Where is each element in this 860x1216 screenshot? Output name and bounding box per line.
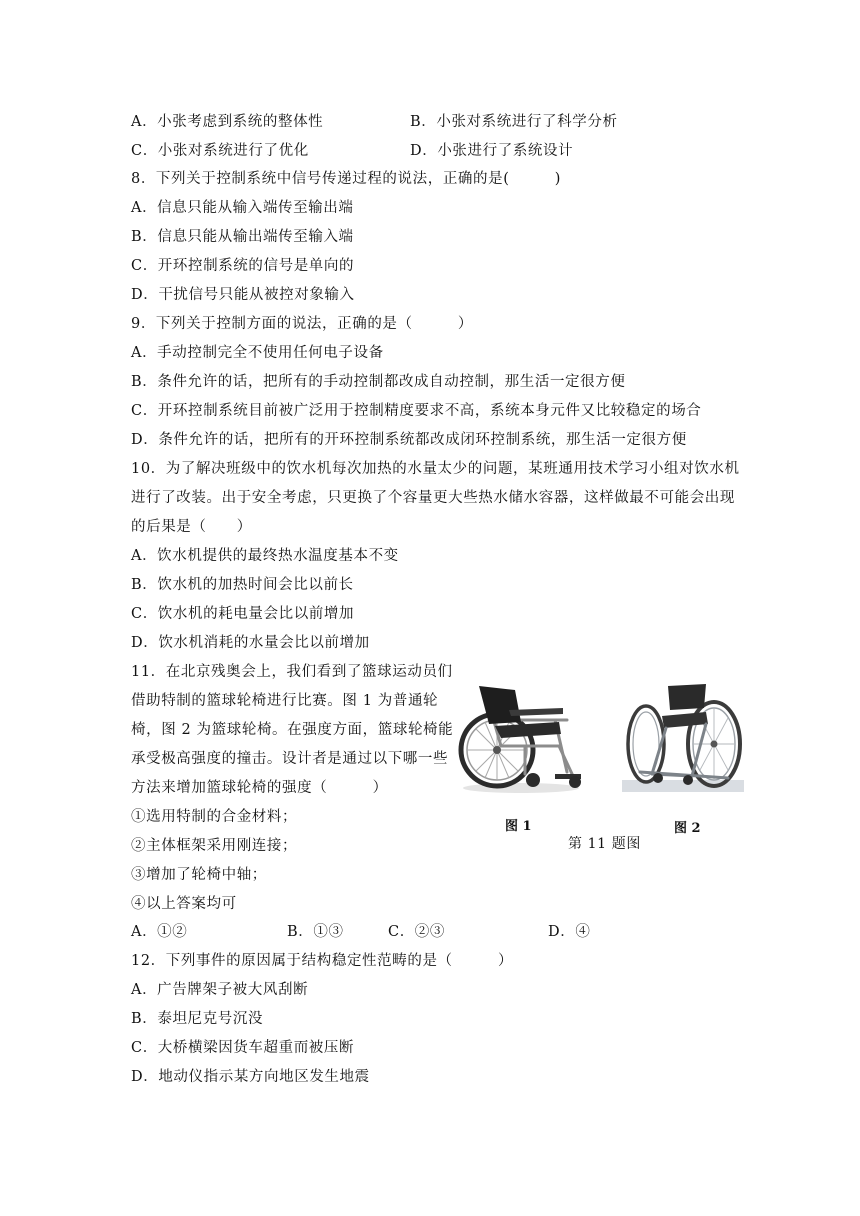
q11-stem-line-3: 椅，图 2 为篮球轮椅。在强度方面，篮球轮椅能 (131, 722, 454, 738)
q11-option-b: B．①③ (287, 924, 344, 940)
q11-item-1: ①选用特制的合金材料； (131, 809, 298, 825)
q7-option-d: D．小张进行了系统设计 (410, 143, 574, 159)
q11-stem-line-2: 借助特制的篮球轮椅进行比赛。图 1 为普通轮 (131, 693, 439, 709)
q10-option-b: B．饮水机的加热时间会比以前长 (131, 577, 354, 593)
q12-stem: 12．下列事件的原因属于结构稳定性范畴的是（ ） (131, 953, 514, 969)
q10-option-a: A．饮水机提供的最终热水温度基本不变 (131, 548, 399, 564)
q11-stem-line-4: 承受极高强度的撞击。设计者是通过以下哪一些 (131, 751, 449, 767)
q7-option-c: C．小张对系统进行了优化 (131, 143, 309, 159)
q11-item-2: ②主体框架采用刚连接； (131, 838, 298, 854)
figure-1-label: 图 1 (505, 819, 532, 834)
q10-stem-line-3: 的后果是（ ） (131, 519, 252, 535)
q9-stem: 9．下列关于控制方面的说法，正确的是（ ） (131, 316, 474, 332)
q8-option-b: B．信息只能从输出端传至输入端 (131, 229, 354, 245)
q11-item-4: ④以上答案均可 (131, 896, 237, 912)
figure-2-label: 图 2 (674, 821, 701, 836)
q8-option-c: C．开环控制系统的信号是单向的 (131, 258, 355, 274)
q11-option-d: D．④ (548, 924, 591, 940)
q11-option-a: A．①② (131, 924, 188, 940)
q9-option-a: A．手动控制完全不使用任何电子设备 (131, 345, 384, 361)
q8-option-d: D．干扰信号只能从被控对象输入 (131, 287, 355, 303)
q7-option-b: B．小张对系统进行了科学分析 (410, 114, 618, 130)
q12-option-a: A．广告牌架子被大风刮断 (131, 982, 309, 998)
q9-option-d: D．条件允许的话，把所有的开环控制系统都改成闭环控制系统，那生活一定很方便 (131, 432, 687, 448)
q11-item-3: ③增加了轮椅中轴； (131, 867, 267, 883)
q11-stem-line-5: 方法来增加篮球轮椅的强度（ ） (131, 780, 388, 796)
q10-option-d: D．饮水机消耗的水量会比以前增加 (131, 635, 370, 651)
q12-option-c: C．大桥横梁因货车超重而被压断 (131, 1040, 355, 1056)
q9-option-b: B．条件允许的话，把所有的手动控制都改成自动控制，那生活一定很方便 (131, 374, 626, 390)
q7-option-a: A．小张考虑到系统的整体性 (131, 114, 324, 130)
q9-option-c: C．开环控制系统目前被广泛用于控制精度要求不高，系统本身元件又比较稳定的场合 (131, 403, 702, 419)
q10-stem-line-1: 10．为了解决班级中的饮水机每次加热的水量太少的问题，某班通用技术学习小组对饮水机 (131, 461, 740, 477)
q10-stem-line-2: 进行了改装。出于安全考虑，只更换了个容量更大些热水储水容器，这样做最不可能会出现 (131, 490, 735, 506)
q12-option-d: D．地动仪指示某方向地区发生地震 (131, 1069, 370, 1085)
q8-option-a: A．信息只能从输入端传至输出端 (131, 200, 354, 216)
q12-option-b: B．泰坦尼克号沉没 (131, 1011, 264, 1027)
basketball-wheelchair-image (622, 680, 744, 794)
q8-stem: 8．下列关于控制系统中信号传递过程的说法，正确的是( ) (131, 171, 562, 187)
q10-option-c: C．饮水机的耗电量会比以前增加 (131, 606, 355, 622)
q11-stem-line-1: 11．在北京残奥会上，我们看到了篮球运动员们 (131, 664, 453, 680)
standard-wheelchair-image (455, 676, 587, 794)
q11-option-c: C．②③ (388, 924, 445, 940)
figure-caption: 第 11 题图 (568, 836, 641, 852)
